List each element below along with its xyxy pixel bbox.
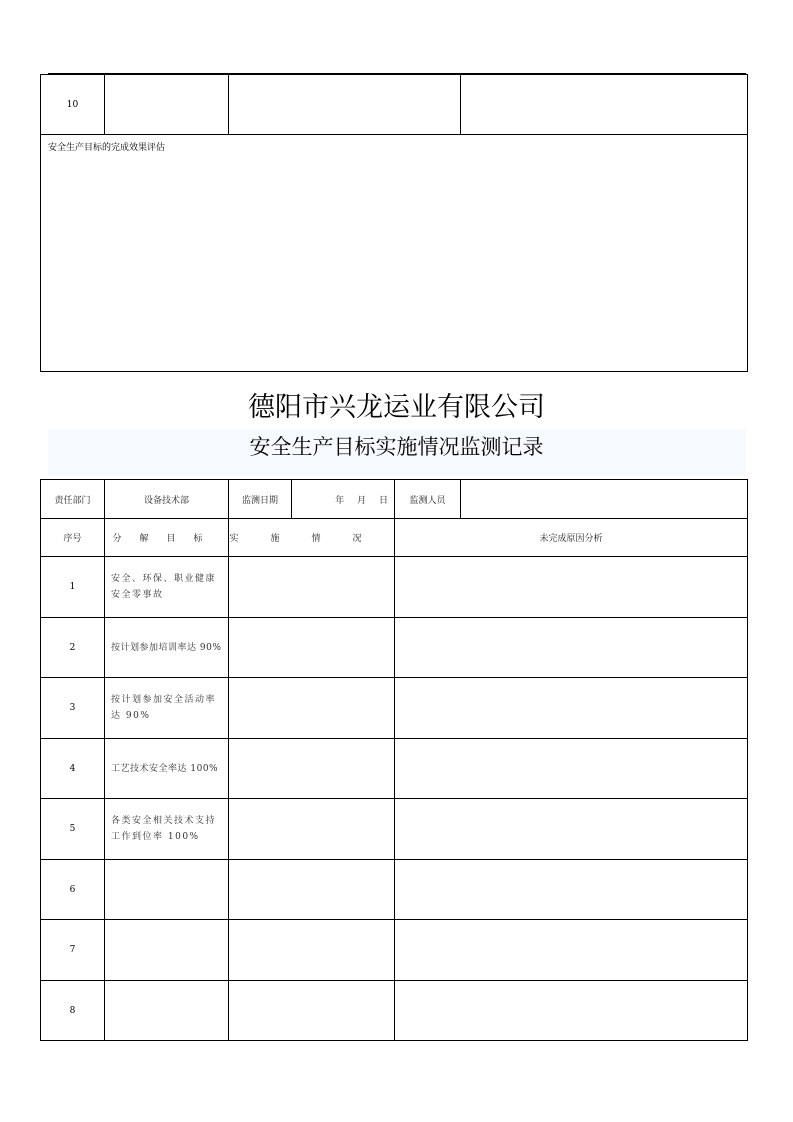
goal-cell[interactable]: 安全、环保、职业健康安全零事故	[105, 557, 229, 618]
implementation-cell[interactable]	[229, 860, 395, 920]
analysis-cell[interactable]	[395, 618, 748, 678]
evaluation-label: 安全生产目标的完成效果评估	[48, 143, 166, 153]
analysis-cell[interactable]	[461, 75, 748, 135]
goal-cell[interactable]: 各类安全相关技术支持工作到位率 100%	[105, 799, 229, 860]
evaluation-cell[interactable]	[41, 135, 748, 372]
implementation-cell[interactable]	[229, 557, 395, 618]
analysis-cell[interactable]	[395, 799, 748, 860]
analysis-cell[interactable]	[395, 739, 748, 799]
table-row	[41, 557, 748, 618]
implementation-cell[interactable]	[229, 739, 395, 799]
analysis-cell[interactable]	[395, 860, 748, 920]
date-day: 日	[378, 495, 388, 506]
col-seq: 序号	[41, 519, 105, 557]
date-year: 年	[335, 495, 345, 506]
seq-cell: 8	[41, 981, 105, 1041]
table-row	[41, 739, 748, 799]
evaluation-row	[41, 135, 748, 372]
implementation-cell[interactable]	[229, 981, 395, 1041]
document-title: 安全生产目标实施情况监测记录	[249, 435, 544, 459]
goal-cell[interactable]	[105, 860, 229, 920]
info-row	[41, 480, 748, 519]
table-row	[41, 981, 748, 1041]
table-row	[41, 920, 748, 981]
analysis-cell[interactable]	[395, 981, 748, 1041]
table-row	[41, 799, 748, 860]
col-goal: 分解目标	[105, 519, 229, 557]
goal-cell[interactable]: 按计划参加安全活动率达 90%	[105, 678, 229, 739]
implementation-cell[interactable]	[229, 920, 395, 981]
analysis-cell[interactable]	[395, 557, 748, 618]
date-month: 月	[357, 495, 367, 506]
previous-page-table	[40, 74, 748, 372]
implementation-cell[interactable]	[229, 618, 395, 678]
goal-cell[interactable]	[105, 920, 229, 981]
implementation-cell[interactable]	[229, 75, 461, 135]
col-analysis: 未完成原因分析	[395, 519, 748, 557]
date-field[interactable]	[292, 480, 395, 519]
seq-cell: 2	[41, 618, 105, 678]
table-row	[41, 860, 748, 920]
col-implementation: 实施情况	[229, 519, 395, 557]
table-row	[41, 75, 748, 135]
implementation-cell[interactable]	[229, 678, 395, 739]
seq-cell: 7	[41, 920, 105, 981]
inspector-value[interactable]	[461, 480, 748, 519]
dept-label: 责任部门	[41, 480, 105, 519]
seq-cell: 1	[41, 557, 105, 618]
seq-cell: 5	[41, 799, 105, 860]
company-name: 德阳市兴龙运业有限公司	[248, 392, 545, 423]
goal-cell[interactable]: 工艺技术安全率达 100%	[105, 739, 229, 799]
seq-cell: 3	[41, 678, 105, 739]
inspector-label: 监测人员	[395, 480, 461, 519]
table-row	[41, 618, 748, 678]
dept-value[interactable]: 设备技术部	[105, 480, 229, 519]
seq-cell: 4	[41, 739, 105, 799]
seq-cell: 6	[41, 860, 105, 920]
analysis-cell[interactable]	[395, 678, 748, 739]
table-row	[41, 678, 748, 739]
date-label: 监测日期	[229, 480, 292, 519]
analysis-cell[interactable]	[395, 920, 748, 981]
goal-cell[interactable]: 按计划参加培训率达 90%	[105, 618, 229, 678]
implementation-cell[interactable]	[229, 799, 395, 860]
seq-cell: 10	[41, 75, 105, 135]
monitoring-record-table	[40, 479, 748, 1041]
goal-cell[interactable]	[105, 981, 229, 1041]
column-header-row	[41, 519, 748, 557]
goal-cell[interactable]	[105, 75, 229, 135]
